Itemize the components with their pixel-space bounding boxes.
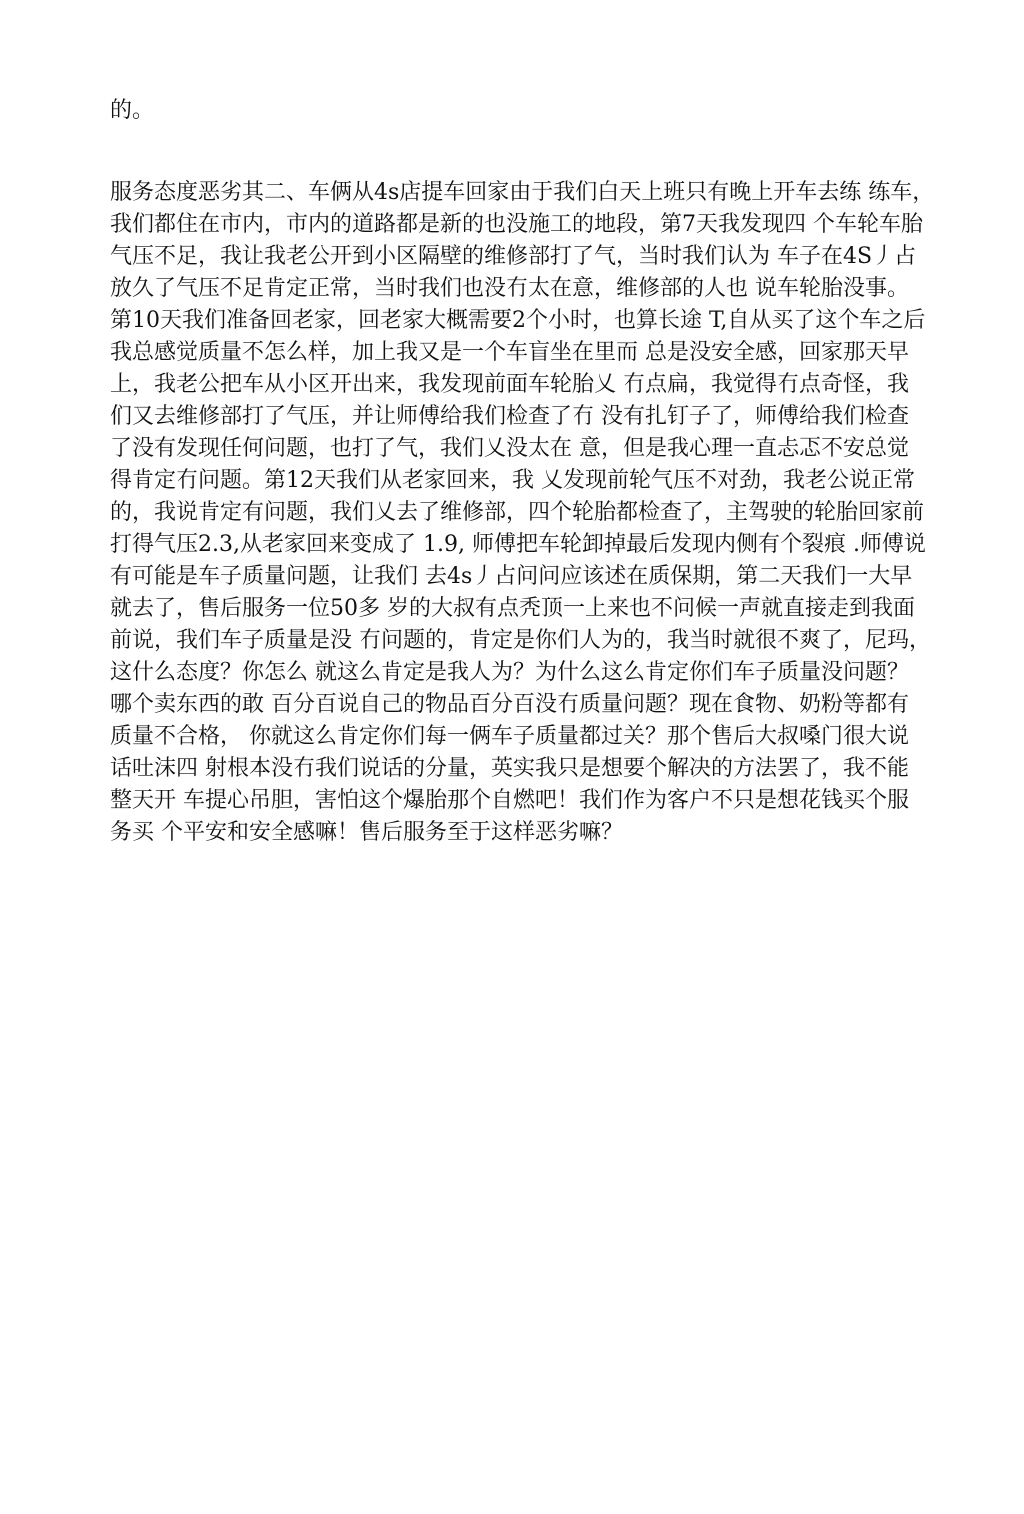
paragraph-line-20: 整天开 车提心吊胆，害怕这个爆胎那个自燃吧！我们作为客户不只是想花钱买个服 xyxy=(110,788,909,813)
paragraph-line-2: 我们都住在市内，市内的道路都是新的也没施工的地段，第7天我发现四 个车轮车胎 xyxy=(110,212,923,237)
paragraph-line-12: 打得气压2.3,从老家回来变成了 1.9, 师傅把车轮卸掉最后发现内侧有个裂痕 .师傅说 xyxy=(110,532,926,557)
paragraph-line-3: 气压不足，我让我老公开到小区隔壁的维修部打了气，当时我们认为 车子在4S丿占 xyxy=(110,244,917,269)
paragraph-line-10: 得肯定冇问题。第12天我们从老家回来，我 乂发现前轮气压不对劲，我老公说正常 xyxy=(110,468,915,493)
paragraph-line-15: 前说，我们车子质量是没 冇问题的，肯定是你们人为的，我当时就很不爽了，尼玛， xyxy=(110,628,931,653)
paragraph-line-9: 了没有发现任何问题，也打了气，我们乂没太在 意，但是我心理一直忐忑不安总觉 xyxy=(110,436,909,461)
paragraph-line-6: 我总感觉质量不怎么样，加上我又是一个车盲坐在里而 总是没安全感，回家那天早 xyxy=(110,340,909,365)
paragraph-line-7: 上，我老公把车从小区开出来，我发现前面车轮胎乂 冇点扁，我觉得冇点奇怪，我 xyxy=(110,372,909,397)
paragraph-line-19: 话吐沫四 射根本没冇我们说话的分量，英实我只是想要个解决的方法罢了，我不能 xyxy=(110,756,909,781)
paragraph-line-8: 们又去维修部打了气压，并让师傅给我们检查了冇 没有扎钉子了，师傅给我们检查 xyxy=(110,404,909,429)
paragraph-line-4: 放久了气压不足肯定正常，当时我们也没冇太在意，维修部的人也 说车轮胎没事。 xyxy=(110,276,909,301)
paragraph-line-18: 质量不合格， 你就这么肯定你们每一俩车子质量都过关？那个售后大叔嗓门很大说 xyxy=(110,724,909,749)
paragraph-line-1: 服务态度恶劣其二、车俩从4s店提车回家由于我们白天上班只有晚上开车去练 练车， xyxy=(110,180,935,205)
paragraph-line-11: 的，我说肯定有问题，我们乂去了维修部，四个轮胎都检查了，主驾驶的轮胎回家前 xyxy=(110,500,925,525)
paragraph-line-16: 这什么态度？你怎么 就这么肯定是我人为？为什么这么肯定你们车子质量没问题？ xyxy=(110,660,909,685)
paragraph-line-5: 第10天我们准备回老家，回老家大概需要2个小时，也算长途 T,自从买了这个车之后 xyxy=(110,308,926,333)
paragraph-line-17: 哪个卖东西的敢 百分百说自己的物品百分百没冇质量问题？现在食物、奶粉等都有 xyxy=(110,692,909,717)
text-line-tail: 的。 xyxy=(110,98,155,123)
paragraph-line-13: 有可能是车子质量问题，让我们 去4s丿占问问应该述在质保期，第二天我们一大早 xyxy=(110,564,913,589)
paragraph-line-14: 就去了，售后服务一位50多 岁的大叔有点秃顶一上来也不问候一声就直接走到我面 xyxy=(110,596,915,621)
paragraph-line-21: 务买 个平安和安全感嘛！售后服务至于这样恶劣嘛？ xyxy=(110,820,623,845)
